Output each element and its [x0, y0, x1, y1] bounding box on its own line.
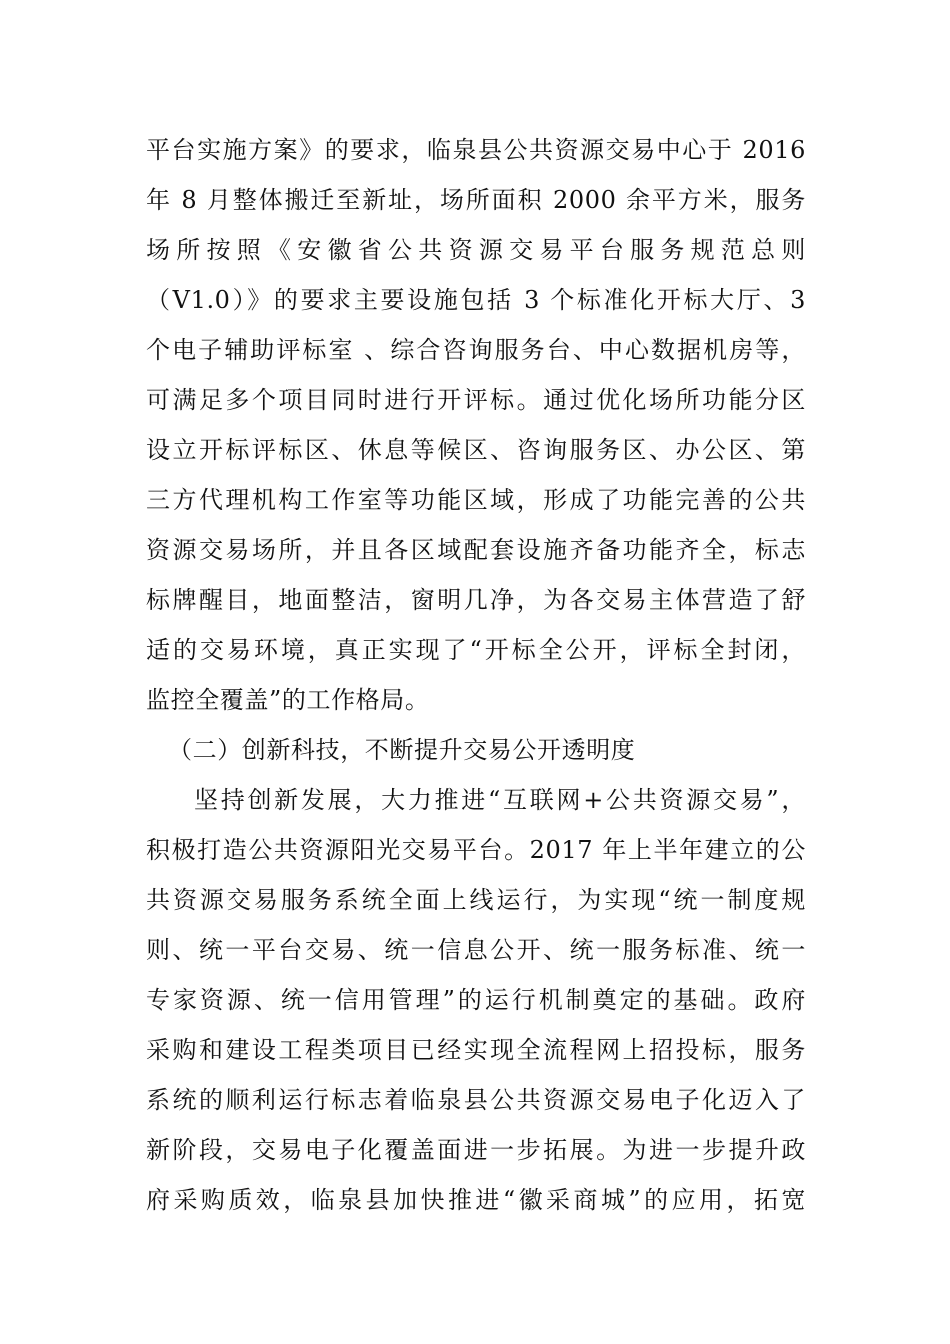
- paragraph-2-line-8: 新阶段，交易电子化覆盖面进一步拓展。为进一步提升政: [146, 1136, 806, 1164]
- paragraph-2-line-2: 积极打造公共资源阳光交易平台。2017 年上半年建立的公: [146, 836, 806, 864]
- paragraph-2-line-9: 府采购质效，临泉县加快推进“徽采商城”的应用，拓宽: [146, 1186, 806, 1214]
- paragraph-2-line-5: 专家资源、统一信用管理”的运行机制奠定的基础。政府: [146, 986, 806, 1014]
- paragraph-1-line-8: 三方代理机构工作室等功能区域，形成了功能完善的公共: [146, 486, 806, 514]
- paragraph-2-line-7: 系统的顺利运行标志着临泉县公共资源交易电子化迈入了: [146, 1086, 806, 1114]
- paragraph-1-line-10: 标牌醒目，地面整洁，窗明几净，为各交易主体营造了舒: [146, 586, 806, 614]
- paragraph-1-line-12: 监控全覆盖”的工作格局。: [146, 686, 430, 714]
- section-heading: （二）创新科技，不断提升交易公开透明度: [168, 736, 636, 764]
- paragraph-1-line-6: 可满足多个项目同时进行开评标。通过优化场所功能分区: [146, 386, 806, 414]
- paragraph-2-line-1: 坚持创新发展，大力推进“互联网+公共资源交易”，: [194, 786, 806, 814]
- paragraph-2-line-4: 则、统一平台交易、统一信息公开、统一服务标准、统一: [146, 936, 806, 964]
- paragraph-2-line-3: 共资源交易服务系统全面上线运行，为实现“统一制度规: [146, 886, 806, 914]
- paragraph-1-line-3: 场所按照《安徽省公共资源交易平台服务规范总则: [146, 236, 806, 264]
- paragraph-1-line-11: 适的交易环境，真正实现了“开标全公开，评标全封闭，: [146, 636, 806, 664]
- paragraph-1-line-9: 资源交易场所，并且各区域配套设施齐备功能齐全，标志: [146, 536, 806, 564]
- paragraph-1-line-7: 设立开标评标区、休息等候区、咨询服务区、办公区、第: [146, 436, 806, 464]
- paragraph-1-line-2: 年 8 月整体搬迁至新址，场所面积 2000 余平方米，服务: [146, 186, 806, 214]
- paragraph-2-line-6: 采购和建设工程类项目已经实现全流程网上招投标，服务: [146, 1036, 806, 1064]
- paragraph-1-line-5: 个电子辅助评标室 、综合咨询服务台、中心数据机房等，: [146, 336, 806, 364]
- paragraph-1-line-1: 平台实施方案》的要求，临泉县公共资源交易中心于 2016: [146, 136, 806, 164]
- paragraph-1-line-4: （V1.0）》的要求主要设施包括 3 个标准化开标大厅、3: [146, 286, 806, 314]
